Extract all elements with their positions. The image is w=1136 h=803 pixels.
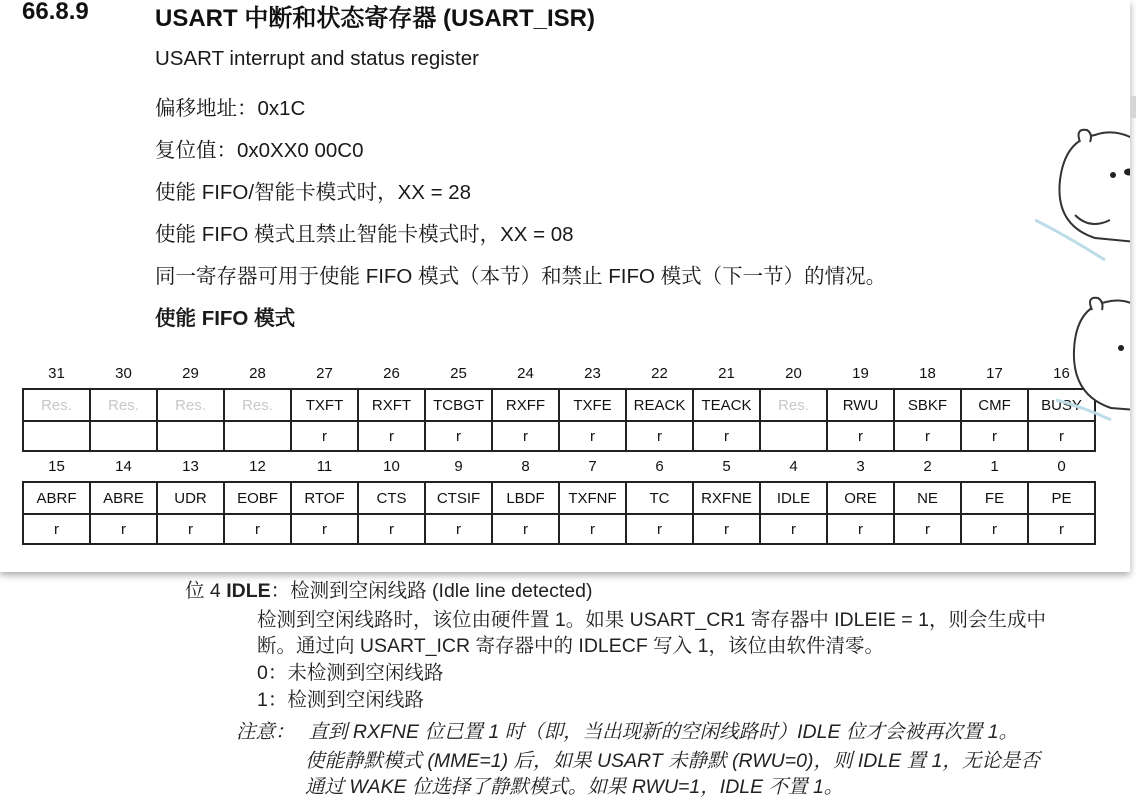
bit-number: 30 xyxy=(115,364,132,382)
register-field: EOBF xyxy=(224,482,291,514)
bit-number: 11 xyxy=(316,457,333,475)
offset-address: 偏移地址：0x1C xyxy=(155,97,306,120)
register-field: ABRE xyxy=(90,482,157,514)
bit-number: 3 xyxy=(856,457,865,475)
same-register-note: 同一寄存器可用于使能 FIFO 模式（本节）和禁止 FIFO 模式（下一节）的情况。 xyxy=(155,265,887,288)
access-row xyxy=(23,514,1095,544)
fifo-mode-heading: 使能 FIFO 模式 xyxy=(155,307,296,330)
access-type: r xyxy=(291,421,358,451)
register-subtitle: USART interrupt and status register xyxy=(155,47,479,70)
bit-number: 7 xyxy=(588,457,597,475)
register-field: REACK xyxy=(626,389,693,421)
bit-heading xyxy=(185,575,592,603)
register-field: Res. xyxy=(157,389,224,421)
access-type: r xyxy=(693,421,760,451)
note-line xyxy=(236,716,1018,744)
access-type: r xyxy=(827,421,894,451)
polar-bear-sticker-icon xyxy=(1056,290,1130,430)
bit-number: 24 xyxy=(517,364,534,382)
access-type: r xyxy=(358,514,425,544)
note-line: 通过 WAKE 位选择了静默模式。如果 RWU=1，IDLE 不置 1。 xyxy=(305,776,844,798)
register-field: RWU xyxy=(827,389,894,421)
description-paragraph: 断。通过向 USART_ICR 寄存器中的 IDLECF 写入 1，该位由软件清零。 xyxy=(257,635,884,657)
access-type: r xyxy=(23,514,90,544)
bit-number: 19 xyxy=(852,364,869,382)
bit-number: 17 xyxy=(986,364,1003,382)
bit-number: 5 xyxy=(722,457,731,475)
register-field: BUSY xyxy=(1028,389,1095,421)
register-field: RTOF xyxy=(291,482,358,514)
register-field: TXFT xyxy=(291,389,358,421)
access-type: r xyxy=(492,421,559,451)
register-field: IDLE xyxy=(760,482,827,514)
bit-number: 15 xyxy=(48,457,65,475)
section-number: 66.8.9 xyxy=(22,0,89,25)
access-type xyxy=(157,421,224,451)
access-type: r xyxy=(693,514,760,544)
bit-title: ：检测到空闲线路 (Idle line detected) xyxy=(270,580,593,602)
bit-number: 31 xyxy=(48,364,65,382)
field-name-row xyxy=(23,482,1095,514)
register-field: CTSIF xyxy=(425,482,492,514)
register-field: TEACK xyxy=(693,389,760,421)
access-type: r xyxy=(961,421,1028,451)
access-type: r xyxy=(827,514,894,544)
bit-number: 22 xyxy=(651,364,668,382)
access-type: r xyxy=(961,514,1028,544)
register-field: TXFE xyxy=(559,389,626,421)
bit-name: IDLE xyxy=(226,580,271,602)
bit-number: 27 xyxy=(316,364,333,382)
register-table-lower xyxy=(22,451,1096,545)
bit-number: 14 xyxy=(115,457,132,475)
bit-number-row xyxy=(23,451,1095,482)
register-field: PE xyxy=(1028,482,1095,514)
register-field: Res. xyxy=(224,389,291,421)
access-type: r xyxy=(492,514,559,544)
register-field: Res. xyxy=(90,389,157,421)
register-field: LBDF xyxy=(492,482,559,514)
bit-number: 18 xyxy=(919,364,936,382)
register-field: ABRF xyxy=(23,482,90,514)
access-type: r xyxy=(425,514,492,544)
access-type: r xyxy=(1028,514,1095,544)
bit-number: 10 xyxy=(383,457,400,475)
bit-number: 21 xyxy=(718,364,735,382)
field-name-row xyxy=(23,389,1095,421)
access-type: r xyxy=(157,514,224,544)
access-type: r xyxy=(291,514,358,544)
bit-number: 16 xyxy=(1053,364,1070,382)
value-0-description: 0：未检测到空闲线路 xyxy=(257,662,444,684)
register-field: CMF xyxy=(961,389,1028,421)
register-field: FE xyxy=(961,482,1028,514)
register-table-upper xyxy=(22,358,1096,452)
register-field: Res. xyxy=(760,389,827,421)
register-field: TC xyxy=(626,482,693,514)
bit-number: 25 xyxy=(450,364,467,382)
value-1-description: 1：检测到空闲线路 xyxy=(257,689,424,711)
scrollbar-thumb[interactable] xyxy=(1130,96,1136,118)
polar-bear-sticker-icon xyxy=(1035,120,1130,270)
bit-number: 26 xyxy=(383,364,400,382)
bit-number: 13 xyxy=(182,457,199,475)
bit-number: 29 xyxy=(182,364,199,382)
register-field: RXFT xyxy=(358,389,425,421)
access-type: r xyxy=(559,421,626,451)
register-field: UDR xyxy=(157,482,224,514)
register-field: RXFF xyxy=(492,389,559,421)
access-type xyxy=(760,421,827,451)
access-type: r xyxy=(894,514,961,544)
access-type: r xyxy=(894,421,961,451)
access-type: r xyxy=(358,421,425,451)
section-title: USART 中断和状态寄存器 (USART_ISR) xyxy=(155,5,596,32)
access-type xyxy=(224,421,291,451)
access-type: r xyxy=(224,514,291,544)
register-field: Res. xyxy=(23,389,90,421)
register-field: NE xyxy=(894,482,961,514)
bit-number: 2 xyxy=(923,457,932,475)
access-type: r xyxy=(626,421,693,451)
register-field: ORE xyxy=(827,482,894,514)
bit-number: 4 xyxy=(789,457,798,475)
bit-number: 20 xyxy=(785,364,802,382)
access-type xyxy=(23,421,90,451)
bit-number: 9 xyxy=(454,457,463,475)
bit-number: 23 xyxy=(584,364,601,382)
reset-value: 复位值：0x0XX0 00C0 xyxy=(155,139,364,162)
access-type xyxy=(90,421,157,451)
access-row xyxy=(23,421,1095,451)
register-field: CTS xyxy=(358,482,425,514)
bit-number-row xyxy=(23,358,1095,389)
access-type: r xyxy=(559,514,626,544)
fifo-smartcard-note: 使能 FIFO/智能卡模式时，XX = 28 xyxy=(155,181,472,204)
bit-number: 28 xyxy=(249,364,266,382)
note-label: 注意： xyxy=(236,721,295,743)
access-type: r xyxy=(1028,421,1095,451)
register-field: TCBGT xyxy=(425,389,492,421)
bit-number: 0 xyxy=(1057,457,1066,475)
access-type: r xyxy=(90,514,157,544)
description-paragraph: 检测到空闲线路时，该位由硬件置 1。如果 USART_CR1 寄存器中 IDLEIE = 1，则会生成中 xyxy=(257,609,1046,631)
note-line: 使能静默模式 (MME=1) 后，如果 USART 未静默 (RWU=0)，则 IDLE 置 1，无论是否 xyxy=(305,750,1040,772)
bit-number: 6 xyxy=(655,457,664,475)
register-field: RXFNE xyxy=(693,482,760,514)
bit-number: 1 xyxy=(990,457,999,475)
bit-prefix: 位 4 xyxy=(185,580,221,602)
access-type: r xyxy=(760,514,827,544)
access-type: r xyxy=(425,421,492,451)
fifo-no-smartcard-note: 使能 FIFO 模式且禁止智能卡模式时，XX = 08 xyxy=(155,223,574,246)
access-type: r xyxy=(626,514,693,544)
register-field: SBKF xyxy=(894,389,961,421)
bit-number: 8 xyxy=(521,457,530,475)
note-text: 直到 RXFNE 位已置 1 时（即，当出现新的空闲线路时）IDLE 位才会被再次置 1。 xyxy=(308,721,1019,743)
register-field: TXFNF xyxy=(559,482,626,514)
bit-number: 12 xyxy=(249,457,266,475)
